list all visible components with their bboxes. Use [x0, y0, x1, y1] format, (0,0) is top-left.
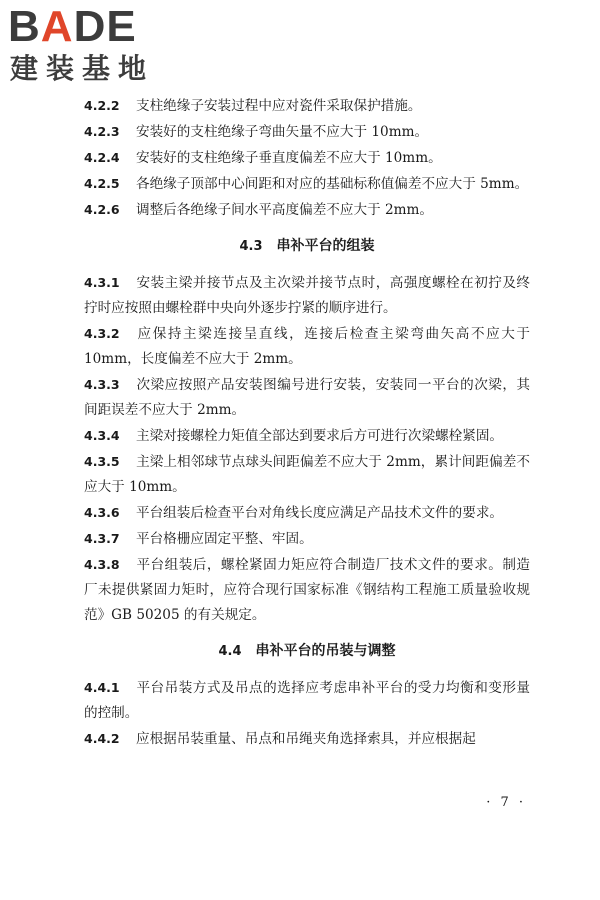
clause-4-3-6 — [84, 500, 530, 526]
clause-text: 各绝缘子顶部中心间距和对应的基础标称值偏差不应大于 5mm。 — [136, 176, 529, 192]
clause-4-2-2 — [84, 93, 530, 119]
logo-brand-letter-b: B — [8, 2, 41, 51]
clause-text: 主梁对接螺栓力矩值全部达到要求后方可进行次梁螺栓紧固。 — [136, 428, 504, 444]
clause-4-3-3 — [84, 372, 530, 423]
clause-text: 平台格栅应固定平整、牢固。 — [136, 531, 313, 547]
clause-text: 调整后各绝缘子间水平高度偏差不应大于 2mm。 — [136, 202, 434, 218]
clause-text: 次梁应按照产品安装图编号进行安装，安装同一平台的次梁，其间距误差不应大于 2mm。 — [84, 377, 530, 418]
clause-4-4-1 — [84, 675, 530, 726]
clause-number: 4.3.7 — [84, 531, 120, 546]
section-heading-4-3 — [84, 235, 530, 258]
clause-text: 平台组装后检查平台对角线长度应满足产品技术文件的要求。 — [136, 505, 504, 521]
clause-number: 4.2.3 — [84, 124, 120, 139]
section-number: 4.4 — [218, 644, 242, 659]
page-number: · 7 · — [486, 795, 526, 810]
clause-number: 4.3.8 — [84, 557, 120, 572]
clause-4-3-4 — [84, 423, 530, 449]
clause-text: 支柱绝缘子安装过程中应对瓷件采取保护措施。 — [136, 98, 422, 114]
clause-number: 4.3.2 — [84, 326, 120, 341]
clause-4-2-5 — [84, 171, 530, 197]
bade-logo — [8, 4, 178, 86]
section-heading-4-4 — [84, 640, 530, 663]
clause-text: 平台组装后，螺栓紧固力矩应符合制造厂技术文件的要求。制造厂未提供紧固力矩时，应符合现行国家标准《钢结构工程施工质量验收规范》GB 50205 的有关规定。 — [84, 557, 530, 623]
clause-4-2-4 — [84, 145, 530, 171]
clause-number: 4.3.6 — [84, 505, 120, 520]
clause-number: 4.3.4 — [84, 428, 120, 443]
clause-number: 4.4.2 — [84, 731, 120, 746]
clause-number: 4.4.1 — [84, 680, 120, 695]
clause-text: 安装主梁并接节点及主次梁并接节点时，高强度螺栓在初拧及终拧时应按照由螺栓群中央向外逐步拧紧的顺序进行。 — [84, 275, 530, 316]
logo-brand-letter-a: A — [40, 2, 74, 51]
clause-4-2-6 — [84, 197, 530, 223]
clause-number: 4.3.1 — [84, 275, 120, 290]
clause-4-4-2 — [84, 726, 530, 752]
clause-text: 安装好的支柱绝缘子弯曲矢量不应大于 10mm。 — [136, 124, 429, 140]
clause-text: 安装好的支柱绝缘子垂直度偏差不应大于 10mm。 — [136, 150, 442, 166]
clause-4-3-2 — [84, 321, 530, 372]
clause-text: 应根据吊装重量、吊点和吊绳夹角选择索具，并应根据起 — [136, 731, 476, 747]
clause-number: 4.2.5 — [84, 176, 120, 191]
clause-4-3-8 — [84, 552, 530, 628]
section-title: 串补平台的组装 — [276, 238, 375, 254]
clause-4-3-1 — [84, 270, 530, 321]
clause-number: 4.2.2 — [84, 98, 120, 113]
clause-number: 4.3.5 — [84, 454, 120, 469]
clause-4-3-5 — [84, 449, 530, 500]
clause-4-2-3 — [84, 119, 530, 145]
section-title: 串补平台的吊装与调整 — [255, 643, 396, 659]
logo-brand-letters-de: DE — [73, 2, 137, 51]
clause-number: 4.3.3 — [84, 377, 120, 392]
section-number: 4.3 — [239, 239, 263, 254]
clause-number: 4.2.6 — [84, 202, 120, 217]
clause-text: 应保持主梁连接呈直线，连接后检查主梁弯曲矢高不应大于 10mm，长度偏差不应大于 2mm。 — [84, 326, 530, 367]
logo-subtitle: 建装基地 — [10, 52, 155, 85]
clause-number: 4.2.4 — [84, 150, 120, 165]
clause-text: 平台吊装方式及吊点的选择应考虑串补平台的受力均衡和变形量的控制。 — [84, 680, 530, 721]
document-body — [84, 93, 530, 752]
clause-text: 主梁上相邻球节点球头间距偏差不应大于 2mm，累计间距偏差不应大于 10mm。 — [84, 454, 530, 495]
clause-4-3-7 — [84, 526, 530, 552]
logo-brand — [8, 4, 137, 50]
